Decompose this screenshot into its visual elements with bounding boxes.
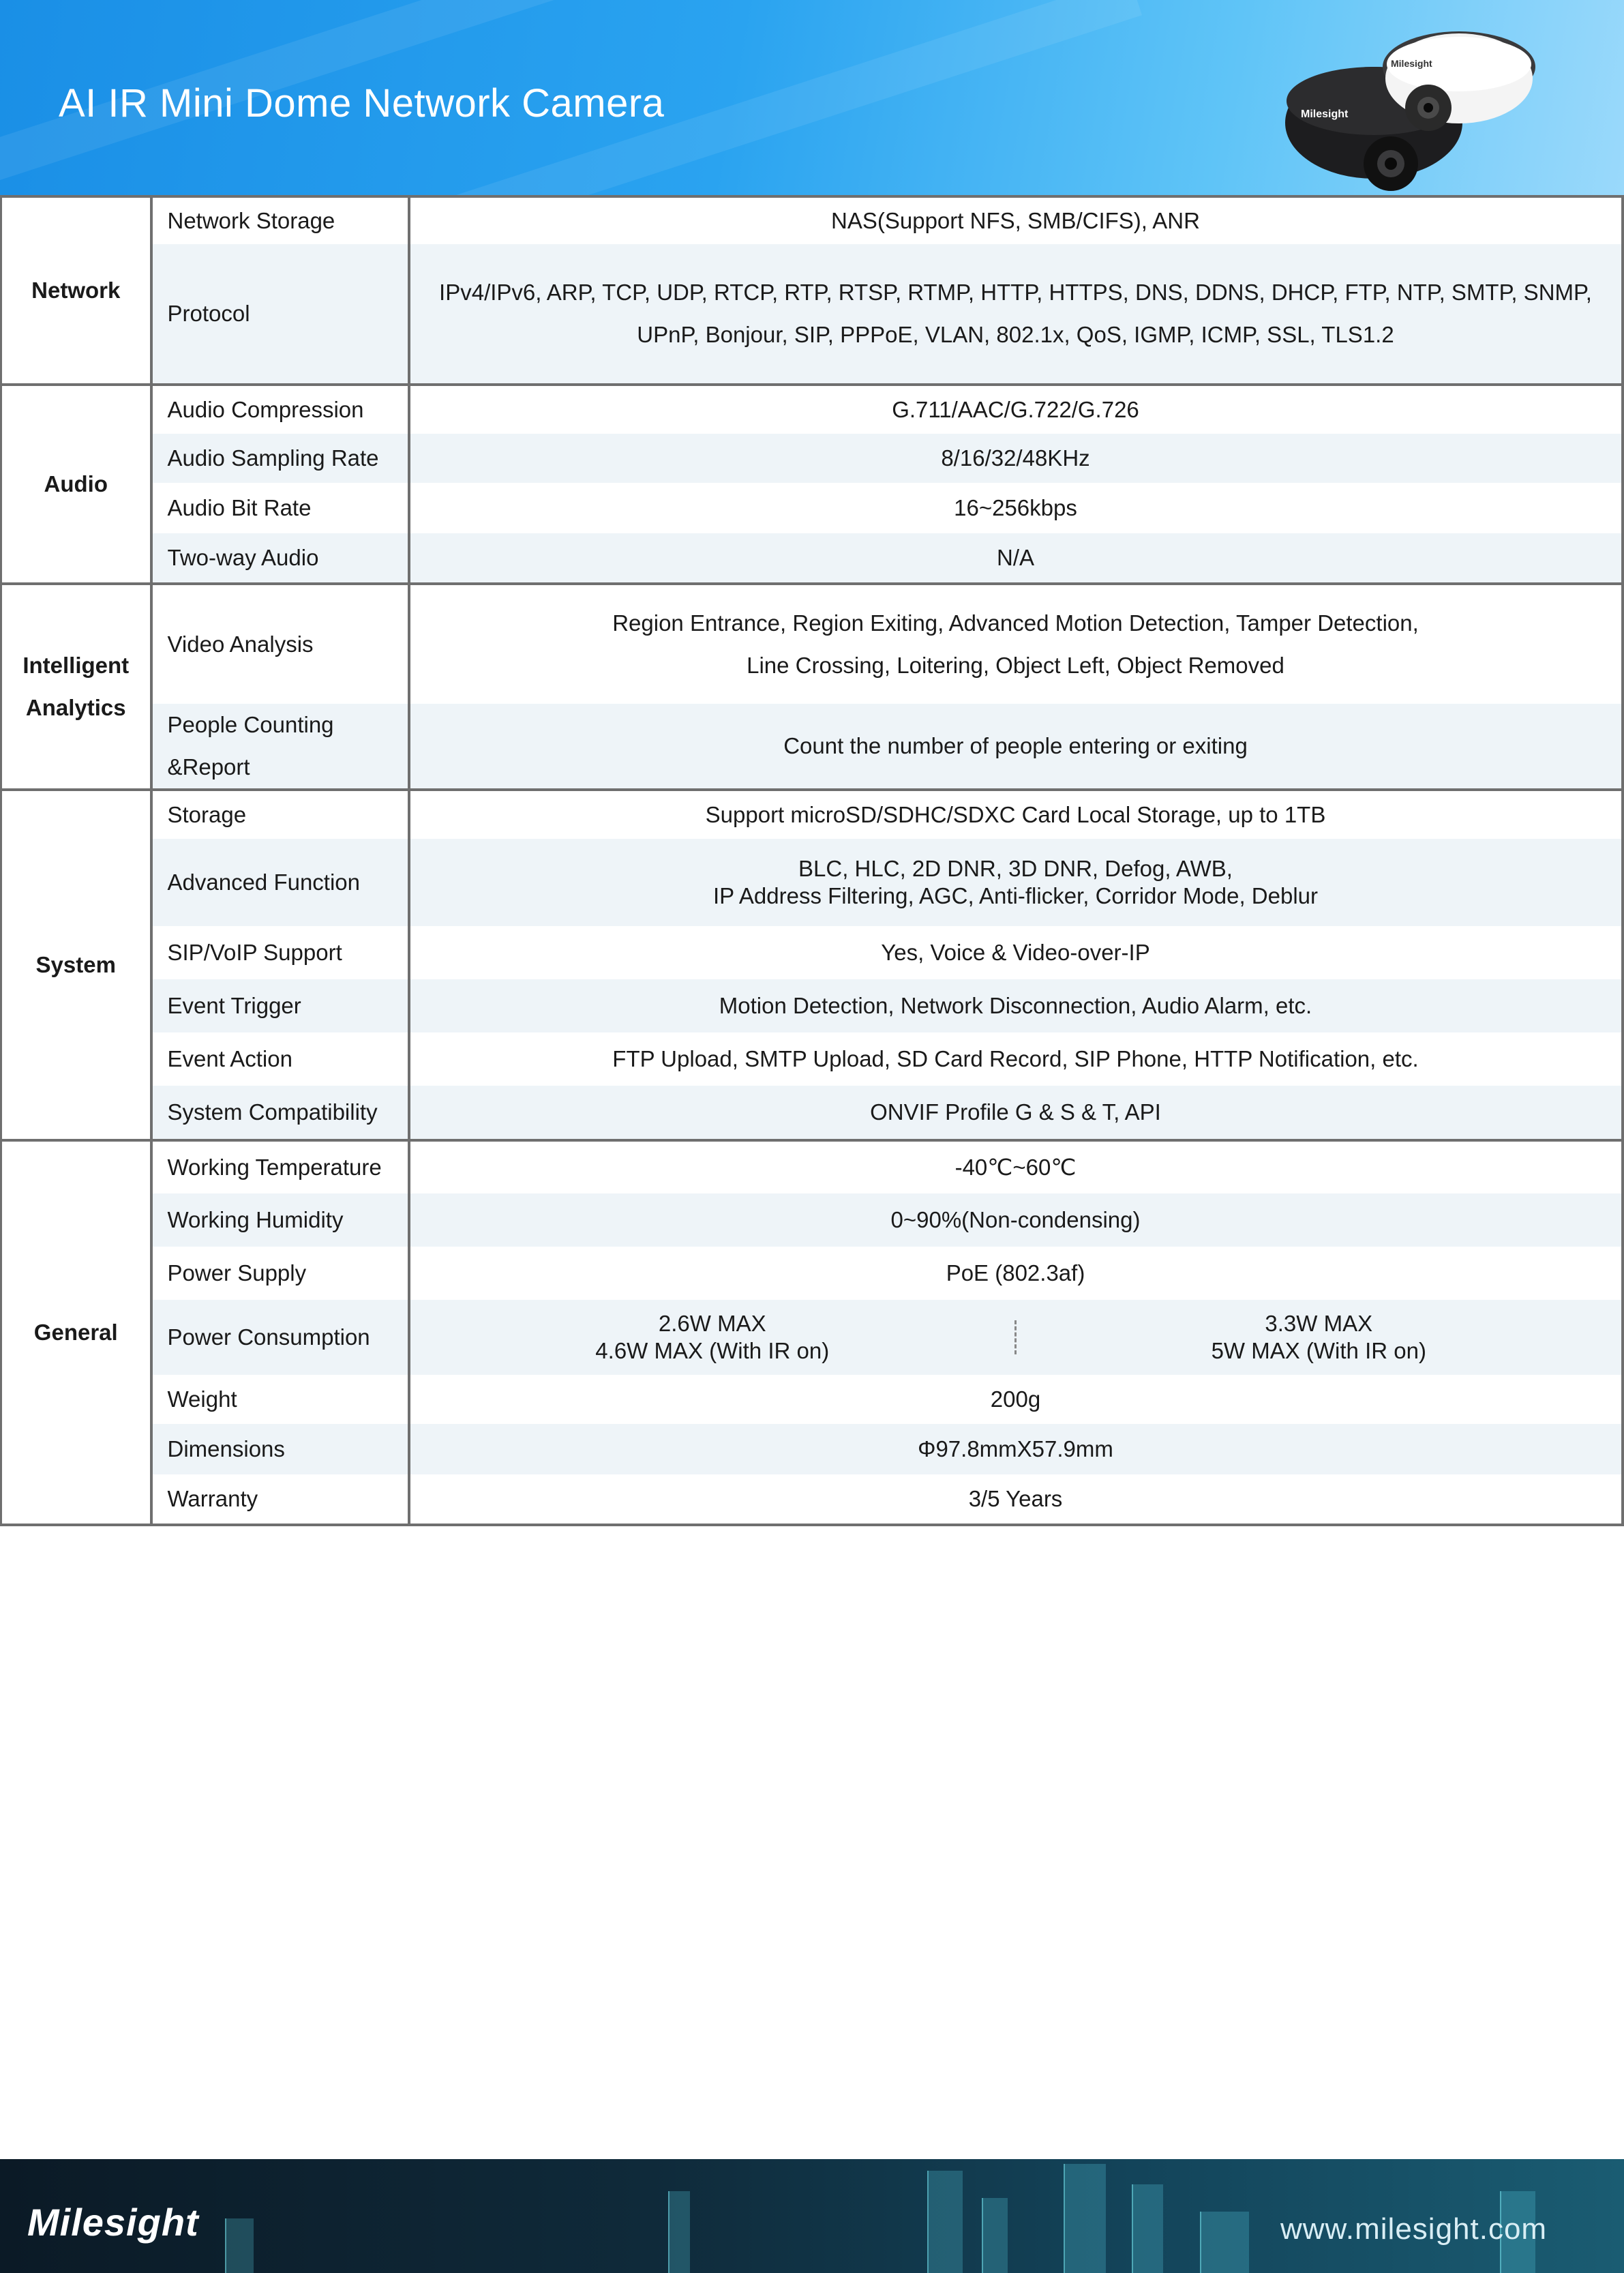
table-row: [1, 1375, 1623, 1424]
spec-label: System Compatibility: [151, 1086, 409, 1140]
spec-label: Audio Bit Rate: [151, 483, 409, 533]
spec-value: [409, 839, 1623, 926]
spec-label: Two-way Audio: [151, 533, 409, 584]
spec-label: Advanced Function: [151, 839, 409, 926]
spec-label-line: People Counting: [167, 712, 334, 737]
spec-value: Φ97.8mmX57.9mm: [409, 1424, 1623, 1474]
spec-value: Motion Detection, Network Disconnection, Audio Alarm, etc.: [409, 979, 1623, 1032]
table-row: [1, 533, 1623, 584]
spec-value: 8/16/32/48KHz: [409, 434, 1623, 483]
spec-label: Protocol: [151, 244, 409, 385]
spec-value: 0~90%(Non-condensing): [409, 1193, 1623, 1247]
table-row: [1, 434, 1623, 483]
spec-label: [151, 704, 409, 790]
spec-value-line: IP Address Filtering, AGC, Anti-flicker, Corridor Mode, Deblur: [712, 883, 1319, 908]
table-row: [1, 1300, 1623, 1375]
spec-label: Weight: [151, 1375, 409, 1424]
category-general: General: [1, 1140, 151, 1525]
skyline-building: [1064, 2164, 1106, 2273]
header-banner: [0, 0, 1624, 195]
table-row: [1, 1474, 1623, 1525]
category-line: Intelligent: [22, 653, 130, 678]
table-row: [1, 979, 1623, 1032]
footer-banner: [0, 2159, 1624, 2273]
spec-label: Storage: [151, 790, 409, 839]
table-row: [1, 1086, 1623, 1140]
skyline-building: [1200, 2212, 1249, 2273]
skyline-building: [668, 2191, 690, 2273]
spec-value: Yes, Voice & Video-over-IP: [409, 926, 1623, 979]
category-network: Network: [1, 196, 151, 385]
spec-value: [409, 244, 1623, 385]
spec-label-line: &Report: [167, 754, 250, 779]
table-row: [1, 1424, 1623, 1474]
table-row: [1, 1247, 1623, 1300]
spec-value-line: IPv4/IPv6, ARP, TCP, UDP, RTCP, RTP, RTSP, RTMP, HTTP, HTTPS, DNS, DDNS, DHCP, FTP, NTP, SMTP, SNMP,: [439, 280, 1592, 305]
table-row: [1, 385, 1623, 434]
spec-value: [409, 584, 1623, 704]
table-row: [1, 790, 1623, 839]
svg-text:Milesight: Milesight: [1301, 108, 1349, 120]
spec-value: Support microSD/SDHC/SDXC Card Local Storage, up to 1TB: [409, 790, 1623, 839]
spec-value: Count the number of people entering or exiting: [409, 704, 1623, 790]
spec-label: SIP/VoIP Support: [151, 926, 409, 979]
spec-table: [0, 195, 1624, 1526]
table-row: [1, 244, 1623, 385]
spec-value: NAS(Support NFS, SMB/CIFS), ANR: [409, 196, 1623, 244]
spec-value: 3/5 Years: [409, 1474, 1623, 1525]
spec-label: Warranty: [151, 1474, 409, 1525]
spec-value-line: 4.6W MAX (With IR on): [595, 1338, 830, 1363]
spec-value-line: 3.3W MAX: [1265, 1311, 1373, 1336]
spec-label: Event Action: [151, 1032, 409, 1086]
spec-value-line: Line Crossing, Loitering, Object Left, Object Removed: [747, 653, 1284, 678]
spec-value: -40℃~60℃: [409, 1140, 1623, 1193]
table-row: [1, 926, 1623, 979]
category-audio: Audio: [1, 385, 151, 584]
power-variant-b: [1017, 1310, 1621, 1365]
spec-label: Dimensions: [151, 1424, 409, 1474]
spec-value-line: UPnP, Bonjour, SIP, PPPoE, VLAN, 802.1x, QoS, IGMP, ICMP, SSL, TLS1.2: [637, 322, 1394, 347]
table-row: [1, 1032, 1623, 1086]
power-consumption-split: [410, 1310, 1621, 1365]
svg-text:Milesight: Milesight: [1391, 58, 1432, 69]
spec-label: Working Temperature: [151, 1140, 409, 1193]
spec-value: FTP Upload, SMTP Upload, SD Card Record, SIP Phone, HTTP Notification, etc.: [409, 1032, 1623, 1086]
spec-label: Video Analysis: [151, 584, 409, 704]
table-row: [1, 839, 1623, 926]
spec-value: G.711/AAC/G.722/G.726: [409, 385, 1623, 434]
spec-value: 16~256kbps: [409, 483, 1623, 533]
table-row: [1, 1193, 1623, 1247]
table-row: [1, 196, 1623, 244]
spec-label: Event Trigger: [151, 979, 409, 1032]
skyline-building: [982, 2198, 1008, 2273]
skyline-building: [1132, 2184, 1163, 2273]
spec-label: Power Consumption: [151, 1300, 409, 1375]
power-variant-a: [410, 1310, 1015, 1365]
spec-value-line: 5W MAX (With IR on): [1211, 1338, 1426, 1363]
spec-label: Working Humidity: [151, 1193, 409, 1247]
spec-value: ONVIF Profile G & S & T, API: [409, 1086, 1623, 1140]
spec-label: Power Supply: [151, 1247, 409, 1300]
category-system: System: [1, 790, 151, 1140]
table-row: [1, 584, 1623, 704]
skyline-building: [225, 2218, 254, 2273]
spec-label: Audio Sampling Rate: [151, 434, 409, 483]
camera-product-image: [1261, 20, 1548, 195]
milesight-logo: Milesight: [27, 2201, 199, 2244]
spec-value: N/A: [409, 533, 1623, 584]
spec-label: Network Storage: [151, 196, 409, 244]
page-title: AI IR Mini Dome Network Camera: [59, 81, 665, 125]
table-row: [1, 704, 1623, 790]
spec-value: [409, 1300, 1623, 1375]
spec-value-line: Region Entrance, Region Exiting, Advanced Motion Detection, Tamper Detection,: [612, 610, 1419, 636]
category-intelligent-analytics: [1, 584, 151, 790]
spec-value-line: 2.6W MAX: [658, 1311, 766, 1336]
spec-value: 200g: [409, 1375, 1623, 1424]
spec-value-line: BLC, HLC, 2D DNR, 3D DNR, Defog, AWB,: [798, 856, 1233, 881]
skyline-building: [927, 2171, 963, 2273]
table-row: [1, 483, 1623, 533]
spec-value: PoE (802.3af): [409, 1247, 1623, 1300]
spec-label: Audio Compression: [151, 385, 409, 434]
category-line: Analytics: [25, 695, 126, 720]
table-row: [1, 1140, 1623, 1193]
website-url[interactable]: www.milesight.com: [1280, 2212, 1548, 2246]
